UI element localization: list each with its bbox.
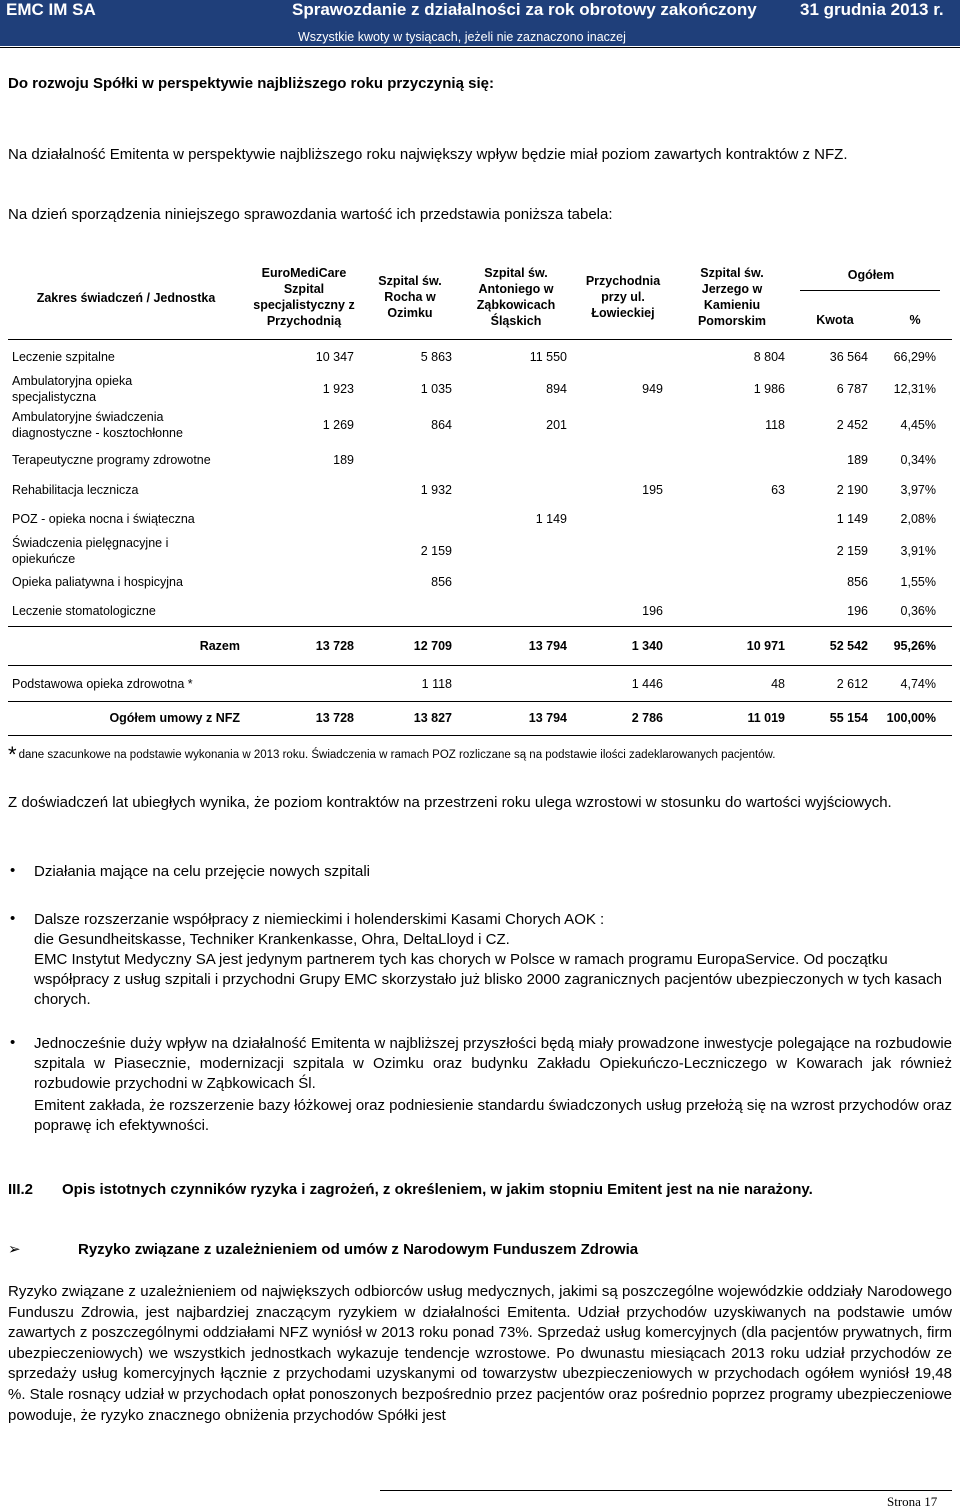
cell-kwota: 2 159: [836, 544, 868, 558]
cell-kwota: 1 149: [836, 512, 868, 526]
cell-c3: 13 794: [528, 711, 567, 725]
cell-kwota: 55 154: [829, 711, 868, 725]
cell-pct: 0,36%: [900, 604, 936, 618]
header-euromedicare: EuroMediCare Szpital specjalistyczny z Przychodnią: [253, 266, 355, 328]
cell-kwota: 6 787: [836, 382, 868, 396]
row-label: Ambulatoryjne świadczenia diagnostyczne - kosztochłonne: [12, 410, 183, 440]
cell-pct: 66,29%: [893, 350, 936, 364]
cell-c1: 1 923: [322, 382, 354, 396]
report-date: 31 grudnia 2013 r.: [800, 0, 944, 19]
header-rocha: Szpital św. Rocha w Ozimku: [378, 274, 442, 320]
row-label: Leczenie szpitalne: [12, 350, 115, 364]
cell-kwota: 856: [847, 575, 868, 589]
cell-c5: 10 971: [746, 639, 785, 653]
header-amount: Kwota: [816, 313, 854, 327]
header-divider: [0, 47, 960, 48]
header-jerzego: Szpital św. Jerzego w Kamieniu Pomorskim: [697, 266, 767, 328]
cell-c4: 1 340: [631, 639, 663, 653]
cell-c2: 5 863: [420, 350, 452, 364]
intro-paragraph-1: Na działalność Emitenta w perspektywie najbliższego roku największy wpływ będzie miał poziom zawartych kontraktów z NFZ.: [8, 146, 848, 163]
cell-c1: 1 269: [322, 418, 354, 432]
razem-top-rule: [8, 626, 952, 627]
cell-kwota: 36 564: [829, 350, 868, 364]
row-label: Ambulatoryjna opieka specjalistyczna: [12, 374, 133, 404]
section-heading: Do rozwoju Spółki w perspektywie najbliższego roku przyczynią się:: [8, 75, 494, 92]
cell-c1: 10 347: [315, 350, 354, 364]
cell-pct: 0,34%: [900, 453, 936, 467]
row-label: Terapeutyczne programy zdrowotne: [12, 453, 211, 467]
page-number: Strona 17: [887, 1494, 938, 1509]
row-label: Opieka paliatywna i hospicyjna: [12, 575, 183, 589]
footnote-text: dane szacunkowe na podstawie wykonania w 2013 roku. Świadczenia w ramach POZ rozliczane są na podstawie ilości zadeklarowanych pacjentów.: [18, 749, 776, 761]
cell-c4: 1 446: [631, 677, 663, 691]
cell-c5: 1 986: [753, 382, 785, 396]
report-subtitle: Wszystkie kwoty w tysiącach, jeżeli nie zaznaczono inaczej: [298, 30, 626, 44]
bullet-2-line-2: die Gesundheitskasse, Techniker Krankenkasse, Ohra, DeltaLloyd i CZ.: [34, 931, 510, 948]
cell-pct: 12,31%: [893, 382, 936, 396]
row-label: Razem: [199, 639, 240, 653]
bullet-2-line-3: EMC Instytut Medyczny SA jest jedynym partnerem tych kas chorych w Polsce w ramach programu EuropaService. Od początku współpracy z usług szpitali i przychodni Grupy EMC skorzystało już blisko 2000 zagranicznych pacjentów ubezpieczonych w tych kasach chorych.: [34, 951, 942, 1008]
cell-c1: 189: [333, 453, 354, 467]
row-label: POZ - opieka nocna i świąteczna: [12, 512, 195, 526]
cell-c2: 12 709: [413, 639, 452, 653]
bullet-1: Działania mające na celu przejęcie nowych szpitali: [34, 863, 370, 880]
cell-c2: 1 035: [420, 382, 452, 396]
cell-c5: 48: [771, 677, 785, 691]
bullet-3-line-2: Emitent zakłada, że rozszerzenie bazy łóżkowej oraz podniesienie standardu świadczonych usług przełożą się na wzrost przychodów oraz poprawę ich efektywności.: [34, 1097, 952, 1134]
cell-c4: 949: [642, 382, 663, 396]
total-underline: [800, 290, 940, 291]
header-lowieckiej: Przychodnia przy ul. Łowieckiej: [585, 274, 661, 320]
report-header: [0, 0, 960, 46]
header-bottom-rule: [8, 339, 952, 340]
cell-c5: 11 019: [747, 711, 785, 725]
cell-c3: 1 149: [535, 512, 567, 526]
cell-pct: 100,00%: [886, 711, 936, 725]
cell-c3: 201: [546, 418, 567, 432]
report-title: Sprawozdanie z działalności za rok obrotowy zakończony: [292, 0, 757, 19]
bullet-dot: •: [10, 910, 16, 927]
bullet-dot: •: [10, 1034, 16, 1051]
risk-title: Ryzyko związane z uzależnieniem od umów z Narodowym Funduszem Zdrowia: [78, 1241, 639, 1258]
row-label: Podstawowa opieka zdrowotna *: [12, 677, 193, 691]
risk-paragraph: Ryzyko związane z uzależnieniem od największych odbiorców usług medycznych, jakimi są poszczególne wojewódzkie oddziały Narodowego Funduszu Zdrowia, jest najbardziej znaczącym ryzykiem w działalności Emitenta. Udział przychodów uzyskiwanych na podstawie umów zawartych z poszczególnymi oddziałami NFZ wyniósł w 2013 roku ponad 73%. Sprzedaż usług komercyjnych (dla pacjentów prywatnych, firm ubezpieczeniowych) we wszystkich jednostkach wykazuje tendencje wzrostowe. Po dwunastu miesiącach 2013 roku udział przychodów ze sprzedaży usług komercyjnych łącznie z przychodami uzyskanymi od towarzystw ubezpieczeniowych w przychodach ogółem wyniósł 19,48 %. Stale rosnący udział w przychodach opłat ponoszonych bezpośrednio przez pacjentów oraz pośrednio poprzez programy ubezpieczeniowe powoduje, że ryzyko znacznego obniżenia przychodów Spółki jest: [8, 1283, 952, 1424]
row-label: Świadczenia pielęgnacyjne i opiekuńcze: [12, 536, 169, 566]
cell-pct: 95,26%: [893, 639, 936, 653]
cell-c3: 11 550: [529, 350, 567, 364]
section-title: Opis istotnych czynników ryzyka i zagrożeń, z określeniem, w jakim stopniu Emitent jest na nie narażony.: [62, 1181, 813, 1198]
cell-kwota: 2 190: [836, 483, 868, 497]
cell-pct: 3,97%: [900, 483, 936, 497]
cell-c5: 118: [765, 418, 785, 432]
cell-c5: 63: [771, 483, 785, 497]
cell-kwota: 52 542: [829, 639, 868, 653]
contracts-growth-paragraph: Z doświadczeń lat ubiegłych wynika, że poziom kontraktów na przestrzeni roku ulega wzrostowi w stosunku do wartości wyjściowych.: [8, 794, 892, 811]
header-total: Ogółem: [847, 268, 895, 282]
cell-c2: 864: [431, 418, 452, 432]
cell-c3: 894: [546, 382, 567, 396]
row-label: Rehabilitacja lecznicza: [12, 483, 139, 497]
razem-bottom-rule: [8, 665, 952, 666]
bullet-2-line-1: Dalsze rozszerzanie współpracy z niemieckimi i holenderskimi Kasami Chorych AOK :: [34, 911, 605, 928]
cell-c4: 196: [642, 604, 663, 618]
footer-rule: [380, 1490, 952, 1491]
cell-kwota: 2 452: [836, 418, 868, 432]
cell-c4: 2 786: [631, 711, 663, 725]
header-antoniego: Szpital św. Antoniego w Ząbkowicach Śląskich: [476, 266, 556, 328]
row-label: Leczenie stomatologiczne: [12, 604, 156, 618]
cell-c1: 13 728: [315, 711, 354, 725]
cell-pct: 2,08%: [900, 512, 936, 526]
cell-pct: 4,74%: [900, 677, 936, 691]
cell-c3: 13 794: [528, 639, 567, 653]
cell-pct: 1,55%: [900, 575, 936, 589]
intro-paragraph-2: Na dzień sporządzenia niniejszego sprawozdania wartość ich przedstawia poniższa tabela:: [8, 206, 613, 223]
footnote-star: *: [8, 742, 17, 767]
company-name: EMC IM SA: [6, 0, 96, 19]
cell-c2: 856: [431, 575, 452, 589]
cell-pct: 3,91%: [900, 544, 936, 558]
cell-c4: 195: [642, 483, 663, 497]
cell-c2: 2 159: [420, 544, 452, 558]
cell-c5: 8 804: [753, 350, 785, 364]
cell-pct: 4,45%: [900, 418, 936, 432]
cell-kwota: 196: [847, 604, 868, 618]
cell-kwota: 189: [847, 453, 868, 467]
bullet-dot: •: [10, 862, 16, 879]
cell-c2: 1 932: [420, 483, 452, 497]
cell-c1: 13 728: [315, 639, 354, 653]
cell-c2: 1 118: [421, 677, 452, 691]
ogolem-top-rule: [8, 701, 952, 702]
cell-kwota: 2 612: [836, 677, 868, 691]
arrow-bullet: ➢: [8, 1241, 21, 1258]
bullet-3-line-1: Jednocześnie duży wpływ na działalność Emitenta w najbliższej przyszłości będą miały prowadzone inwestycje polegające na rozbudowie szpitala w Piasecznie, modernizacji szpitala w Ozimku oraz budynku Zakładu Opiekuńczo-Leczniczego w Kowarach jak również rozbudowie przychodni w Ząbkowicach Śl.: [34, 1035, 952, 1092]
footnote: [8, 742, 775, 768]
header-percent: %: [909, 313, 921, 327]
section-number: III.2: [8, 1181, 34, 1198]
row-label: Ogółem umowy z NFZ: [109, 711, 240, 725]
cell-c2: 13 827: [413, 711, 452, 725]
header-label: Zakres świadczeń / Jednostka: [36, 291, 216, 305]
ogolem-bottom-rule: [8, 735, 952, 736]
